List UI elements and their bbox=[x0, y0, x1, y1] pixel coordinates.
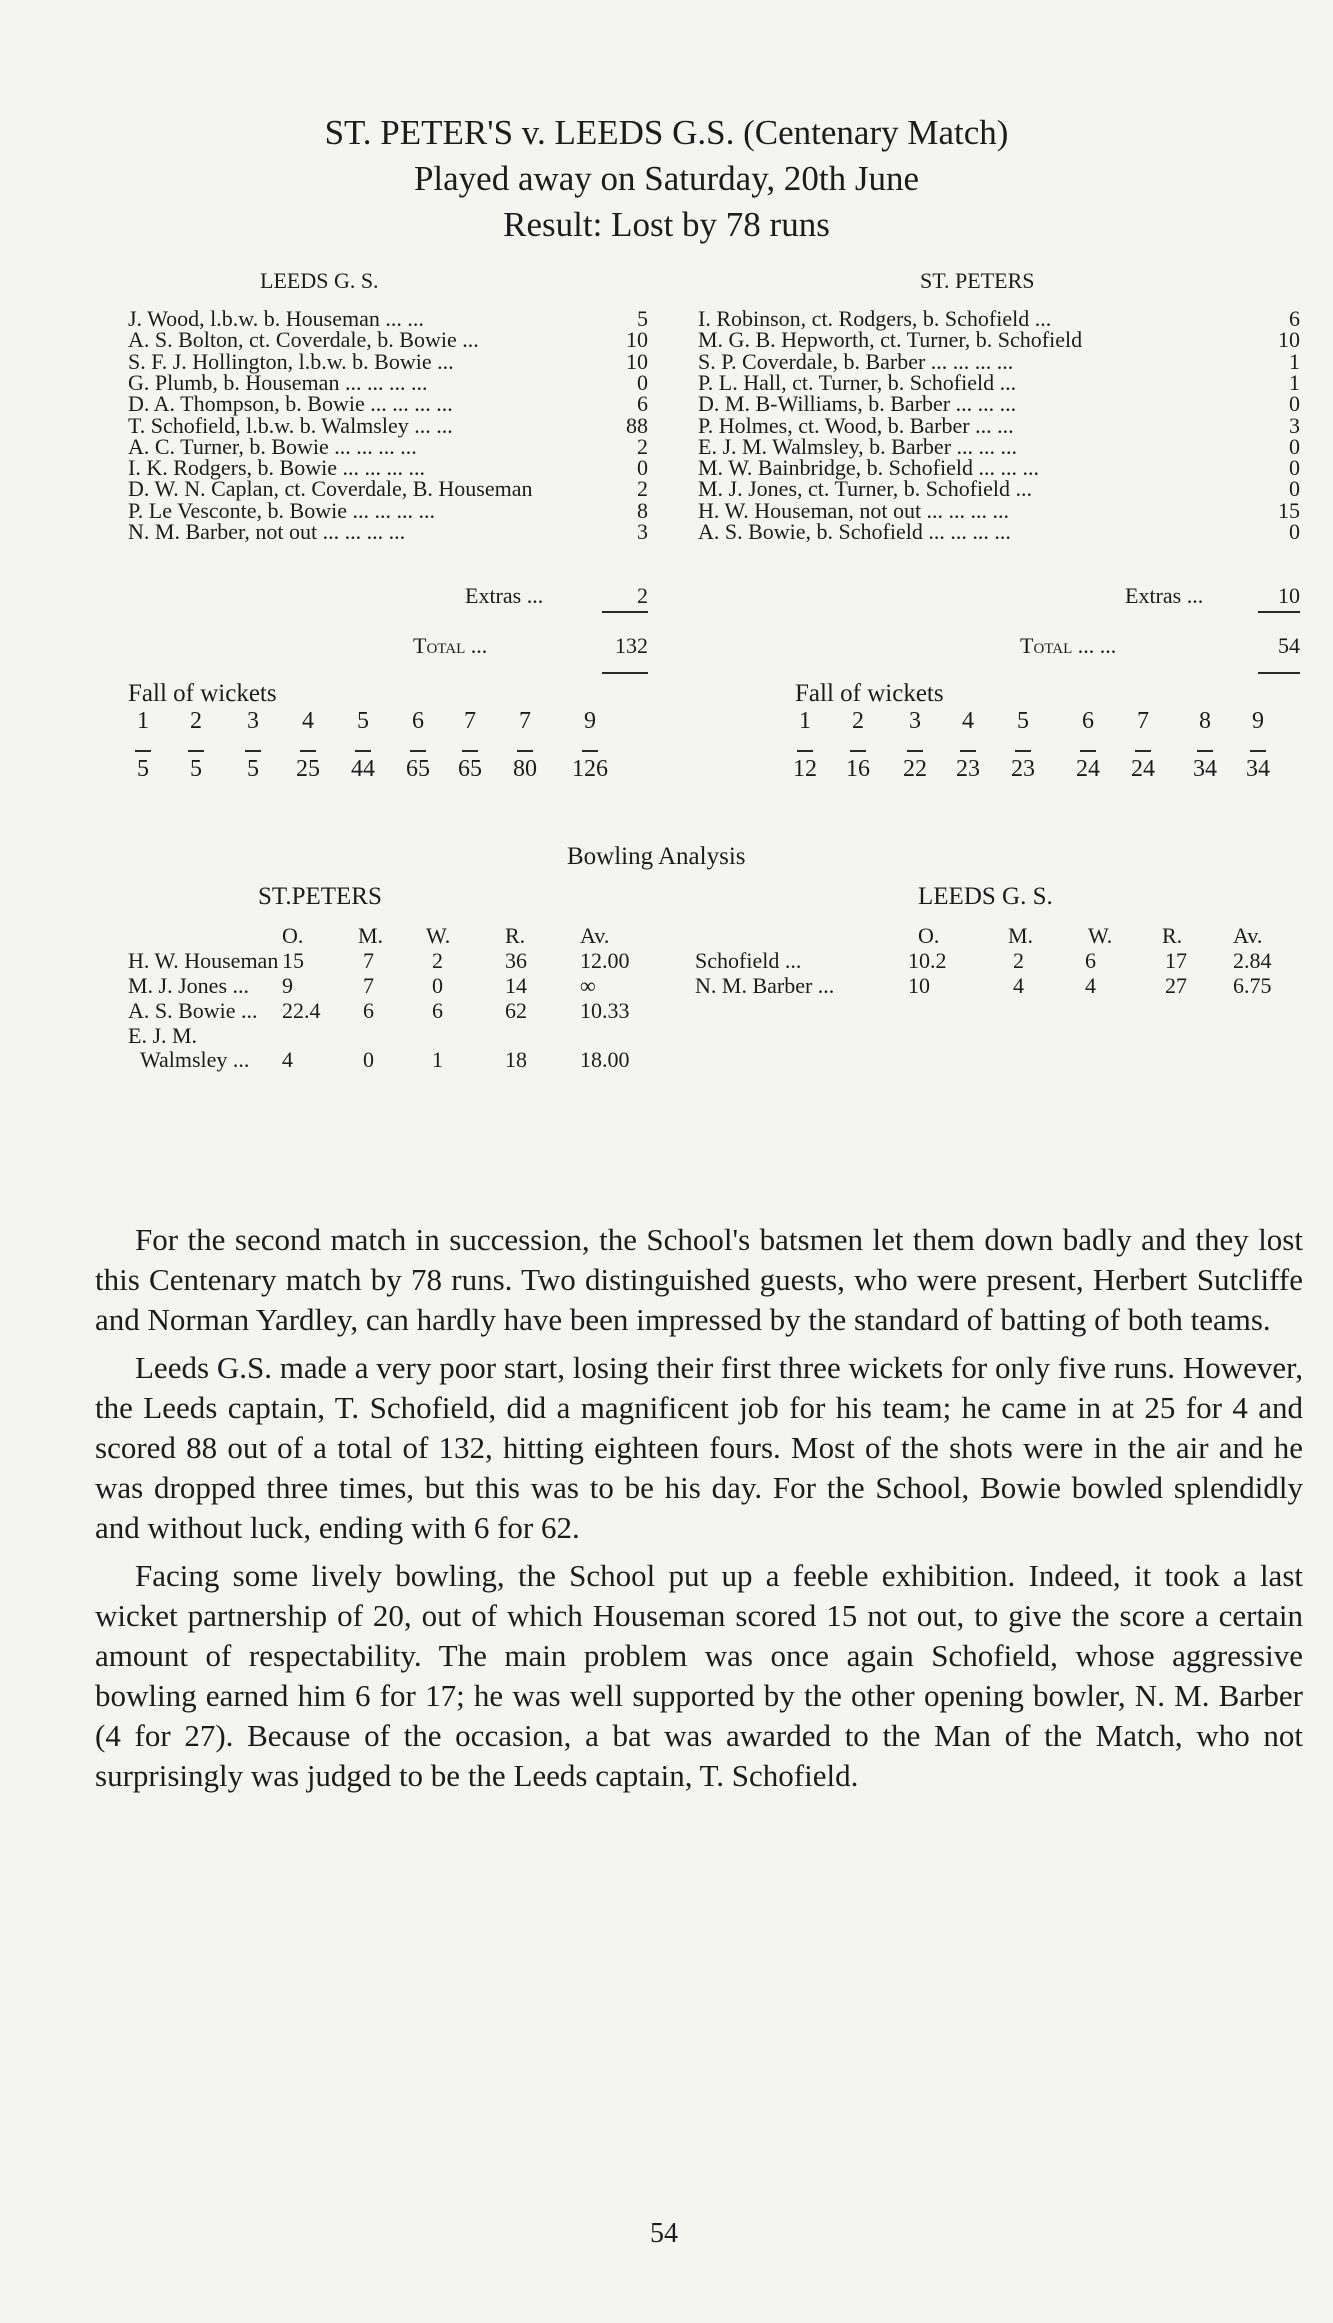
batsman-name: M. J. Jones, ct. Turner, b. Schofield ... bbox=[698, 476, 1033, 502]
batsman-runs: 10 bbox=[626, 348, 648, 374]
batsman-runs: 3 bbox=[637, 519, 648, 544]
fow-wicket-number: 7 bbox=[464, 708, 476, 734]
fow-score: 80 bbox=[513, 756, 537, 782]
fow-dash bbox=[410, 750, 426, 752]
batsman-name: E. J. M. Walmsley, b. Barber ... ... ... bbox=[698, 433, 1018, 459]
fow-dash bbox=[355, 750, 371, 752]
fow-dash bbox=[582, 750, 598, 752]
fow-wicket-number: 3 bbox=[247, 708, 259, 734]
fow-dash bbox=[462, 750, 478, 752]
fow-wicket-number: 1 bbox=[137, 708, 149, 734]
batsman-row bbox=[698, 455, 1300, 481]
bowling-figure: 0 bbox=[363, 1047, 374, 1072]
batsman-row bbox=[128, 391, 648, 417]
bowling-figure: 18 bbox=[505, 1047, 527, 1072]
fow-score: 65 bbox=[406, 756, 430, 782]
bowling-figure: 2 bbox=[1013, 948, 1024, 973]
fow-score: 24 bbox=[1131, 756, 1155, 782]
fow-wicket-number: 2 bbox=[852, 708, 864, 734]
bowler-name: E. J. M. bbox=[128, 1023, 198, 1048]
stpeters-bowling-heading: ST.PETERS bbox=[258, 883, 382, 910]
batsman-runs: 6 bbox=[637, 391, 648, 417]
batsman-name: D. M. B-Williams, b. Barber ... ... ... bbox=[698, 391, 1017, 417]
fow-dash bbox=[300, 750, 316, 752]
batsman-name: S. P. Coverdale, b. Barber ... ... ... ... bbox=[698, 348, 1014, 374]
bowling-figure: 2.84 bbox=[1233, 948, 1272, 973]
batsman-runs: 2 bbox=[637, 433, 648, 459]
fow-score: 34 bbox=[1193, 756, 1217, 782]
batsman-name: H. W. Houseman, not out ... ... ... ... bbox=[698, 497, 1010, 523]
stpeters-extras-value: 10 bbox=[1278, 583, 1300, 608]
fow-wicket-number: 1 bbox=[799, 708, 811, 734]
batsman-row bbox=[128, 412, 648, 438]
batsman-runs: 1 bbox=[1289, 369, 1300, 395]
batsman-runs: 2 bbox=[637, 476, 648, 502]
batsman-row bbox=[128, 327, 648, 353]
bowling-figure: 15 bbox=[282, 948, 304, 973]
bowling-figure: 17 bbox=[1165, 948, 1187, 973]
leeds-bowling-heading: LEEDS G. S. bbox=[918, 883, 1053, 910]
batsman-row bbox=[128, 308, 648, 329]
stpeters-fow-label: Fall of wickets bbox=[795, 680, 944, 707]
stpeters-extras-label: Extras ... bbox=[1125, 583, 1204, 608]
fow-wicket-number: 7 bbox=[519, 708, 531, 734]
fow-dash bbox=[907, 750, 923, 752]
bowling-column-header: R. bbox=[505, 923, 526, 948]
bowling-column-header: O. bbox=[918, 923, 940, 948]
bowling-figure: 4 bbox=[282, 1047, 293, 1072]
fow-wicket-number: 5 bbox=[1017, 708, 1029, 734]
batsman-row bbox=[698, 433, 1300, 459]
fow-score: 24 bbox=[1076, 756, 1100, 782]
bowling-figure: 22.4 bbox=[282, 998, 321, 1023]
batsman-name: G. Plumb, b. Houseman ... ... ... ... bbox=[128, 369, 428, 395]
bowling-figure: 6 bbox=[1085, 948, 1096, 973]
bowling-figure: 1 bbox=[432, 1047, 443, 1072]
fow-score: 16 bbox=[846, 756, 870, 782]
report-paragraph: Facing some lively bowling, the School put up a feeble exhibition. Indeed, it took a last wicket partnership of 20, out of which Houseman scored 15 not out, to give the score a certain amount of respectability. The main problem was once again Schofield, whose aggressive bowling earned him 6 for 17; he was well supported by the other opening bowler, N. M. Barber (4 for 27). Because of the occasion, a bat was awarded to the Man of the Match, who not surprisingly was judged to be the Leeds captain, T. Schofield. bbox=[95, 1558, 1303, 1793]
batsman-name: I. K. Rodgers, b. Bowie ... ... ... ... bbox=[128, 455, 425, 481]
batsman-name: M. W. Bainbridge, b. Schofield ... ... ... bbox=[698, 455, 1039, 481]
fow-wicket-number: 7 bbox=[1137, 708, 1149, 734]
batsman-row bbox=[698, 308, 1300, 329]
batsman-runs: 6 bbox=[1289, 306, 1300, 331]
batsman-row bbox=[698, 348, 1300, 374]
fow-score: 65 bbox=[458, 756, 482, 782]
fow-dash bbox=[245, 750, 261, 752]
stpeters-batting-heading: ST. PETERS bbox=[920, 268, 1035, 293]
fow-score: 126 bbox=[572, 756, 608, 782]
bowling-figure: 10 bbox=[908, 973, 930, 998]
leeds-extras-value: 2 bbox=[637, 583, 648, 608]
fow-wicket-number: 2 bbox=[190, 708, 202, 734]
batsman-runs: 8 bbox=[637, 497, 648, 523]
batsman-runs: 0 bbox=[1289, 455, 1300, 481]
fow-dash bbox=[1080, 750, 1096, 752]
batsman-name: S. F. J. Hollington, l.b.w. b. Bowie ... bbox=[128, 348, 454, 374]
leeds-fow-label: Fall of wickets bbox=[128, 680, 277, 707]
fow-dash bbox=[850, 750, 866, 752]
fow-score: 34 bbox=[1246, 756, 1270, 782]
bowling-column-header: O. bbox=[282, 923, 304, 948]
bowling-column-header: R. bbox=[1162, 923, 1183, 948]
fow-dash bbox=[1250, 750, 1266, 752]
batsman-runs: 0 bbox=[1289, 433, 1300, 459]
fow-score: 25 bbox=[296, 756, 320, 782]
bowling-figure: 4 bbox=[1013, 973, 1024, 998]
batsman-name: P. Le Vesconte, b. Bowie ... ... ... ... bbox=[128, 497, 435, 523]
bowling-figure: 7 bbox=[363, 948, 374, 973]
batsman-row bbox=[128, 348, 648, 374]
batsman-runs: 5 bbox=[637, 306, 648, 331]
batsman-name: A. S. Bowie, b. Schofield ... ... ... ... bbox=[698, 519, 1011, 544]
fow-score: 5 bbox=[190, 756, 202, 782]
batsman-row bbox=[698, 521, 1300, 542]
bowling-column-header: W. bbox=[426, 923, 451, 948]
bowler-name: M. J. Jones ... bbox=[128, 973, 250, 998]
bowling-column-header: M. bbox=[358, 923, 384, 948]
stpeters-total-label: Total ... ... bbox=[1020, 633, 1117, 658]
fow-dash bbox=[188, 750, 204, 752]
fow-wicket-number: 8 bbox=[1199, 708, 1211, 734]
fow-dash bbox=[960, 750, 976, 752]
batsman-name: D. A. Thompson, b. Bowie ... ... ... ... bbox=[128, 391, 453, 417]
bowler-name: N. M. Barber ... bbox=[695, 973, 835, 998]
bowling-figure: 9 bbox=[282, 973, 293, 998]
batsman-runs: 0 bbox=[637, 369, 648, 395]
leeds-total-value: 132 bbox=[615, 633, 648, 658]
report-paragraph: For the second match in succession, the School's batsmen let them down badly and they lost this Centenary match by 78 runs. Two distinguished guests, who were present, Herbert Sutcliffe and Norman Yardley, can hardly have been impressed by the standard of batting of both teams. bbox=[95, 1222, 1303, 1337]
leeds-batting-heading: LEEDS G. S. bbox=[260, 268, 379, 293]
batsman-runs: 88 bbox=[626, 412, 648, 438]
leeds-extras-label: Extras ... bbox=[465, 583, 544, 608]
batsman-runs: 0 bbox=[1289, 391, 1300, 417]
batsman-runs: 10 bbox=[626, 327, 648, 353]
batsman-name: N. M. Barber, not out ... ... ... ... bbox=[128, 519, 406, 544]
batsman-runs: 0 bbox=[1289, 519, 1300, 544]
bowling-figure: 27 bbox=[1165, 973, 1187, 998]
bowling-column-header: Av. bbox=[580, 923, 610, 948]
bowling-figure: 10.33 bbox=[580, 998, 630, 1023]
batsman-name: J. Wood, l.b.w. b. Houseman ... ... bbox=[128, 306, 424, 331]
fow-wicket-number: 4 bbox=[302, 708, 314, 734]
bowling-figure: 14 bbox=[505, 973, 527, 998]
fow-dash bbox=[797, 750, 813, 752]
bowling-figure: 4 bbox=[1085, 973, 1096, 998]
match-report bbox=[95, 1220, 1303, 1796]
bowling-column-header: M. bbox=[1008, 923, 1034, 948]
batsman-row bbox=[128, 497, 648, 523]
batsman-row bbox=[128, 521, 648, 542]
fow-dash bbox=[1197, 750, 1213, 752]
fow-wicket-number: 6 bbox=[1082, 708, 1094, 734]
match-venue: Played away on Saturday, 20th June bbox=[413, 159, 920, 198]
fow-wicket-number: 9 bbox=[1252, 708, 1264, 734]
leeds-total-rule bbox=[602, 611, 648, 613]
fow-wicket-number: 6 bbox=[412, 708, 424, 734]
batsman-row bbox=[698, 391, 1300, 417]
bowler-name: Walmsley ... bbox=[140, 1047, 250, 1072]
bowling-figure: 2 bbox=[432, 948, 443, 973]
batsman-row bbox=[698, 476, 1300, 502]
bowling-column-header: Av. bbox=[1233, 923, 1263, 948]
page-title: ST. PETER'S v. LEEDS G.S. (Centenary Match) bbox=[324, 113, 1009, 152]
fow-wicket-number: 3 bbox=[909, 708, 921, 734]
bowling-figure: ∞ bbox=[580, 973, 596, 998]
bowling-figure: 7 bbox=[363, 973, 374, 998]
batsman-name: A. S. Bolton, ct. Coverdale, b. Bowie ... bbox=[128, 327, 479, 353]
batsman-row bbox=[698, 412, 1300, 438]
stpeters-total-rule bbox=[1258, 611, 1300, 613]
bowling-figure: 6 bbox=[432, 998, 443, 1023]
bowling-heading: Bowling Analysis bbox=[567, 843, 746, 870]
report-paragraph: Leeds G.S. made a very poor start, losing their first three wickets for only five runs. However, the Leeds captain, T. Schofield, did a magnificent job for his team; he came in at 25 for 4 and scored 88 out of a total of 132, hitting eighteen fours. Most of the shots were in the air and he was dropped three times, but this was to be his day. For the School, Bowie bowled splendidly and without luck, ending with 6 for 62. bbox=[95, 1350, 1303, 1545]
batsman-row bbox=[128, 369, 648, 395]
fow-score: 23 bbox=[956, 756, 980, 782]
bowler-name: Schofield ... bbox=[695, 948, 802, 973]
bowling-figure: 36 bbox=[505, 948, 527, 973]
batsman-runs: 0 bbox=[637, 455, 648, 481]
batsman-name: I. Robinson, ct. Rodgers, b. Schofield ... bbox=[698, 306, 1052, 331]
stpeters-total-underline bbox=[1258, 672, 1300, 674]
bowling-figure: 6.75 bbox=[1233, 973, 1272, 998]
batsman-runs: 0 bbox=[1289, 476, 1300, 502]
batsman-name: A. C. Turner, b. Bowie ... ... ... ... bbox=[128, 433, 417, 459]
page-number: 54 bbox=[650, 2218, 678, 2249]
bowling-figure: 0 bbox=[432, 973, 443, 998]
batsman-runs: 10 bbox=[1278, 327, 1300, 353]
leeds-total-label: Total ... bbox=[413, 633, 488, 658]
bowling-figure: 10.2 bbox=[908, 948, 947, 973]
batsman-row bbox=[698, 327, 1300, 353]
batsman-row bbox=[128, 455, 648, 481]
fow-score: 5 bbox=[247, 756, 259, 782]
fow-dash bbox=[135, 750, 151, 752]
batsman-row bbox=[128, 433, 648, 459]
stpeters-total-value: 54 bbox=[1278, 633, 1300, 658]
batsman-row bbox=[128, 476, 648, 502]
bowler-name: A. S. Bowie ... bbox=[128, 998, 258, 1023]
fow-score: 5 bbox=[137, 756, 149, 782]
match-result: Result: Lost by 78 runs bbox=[503, 205, 830, 244]
batsman-name: P. Holmes, ct. Wood, b. Barber ... ... bbox=[698, 412, 1014, 438]
fow-score: 12 bbox=[793, 756, 817, 782]
fow-score: 22 bbox=[903, 756, 927, 782]
fow-dash bbox=[1015, 750, 1031, 752]
batsman-runs: 3 bbox=[1289, 412, 1300, 438]
fow-score: 44 bbox=[351, 756, 375, 782]
fow-dash bbox=[1135, 750, 1151, 752]
batsman-name: D. W. N. Caplan, ct. Coverdale, B. Houseman bbox=[128, 476, 533, 502]
bowling-figure: 62 bbox=[505, 998, 527, 1023]
bowling-figure: 6 bbox=[363, 998, 374, 1023]
bowler-name: H. W. Houseman bbox=[128, 948, 279, 973]
batsman-name: P. L. Hall, ct. Turner, b. Schofield ... bbox=[698, 369, 1017, 395]
bowling-figure: 12.00 bbox=[580, 948, 630, 973]
fow-dash bbox=[517, 750, 533, 752]
bowling-column-header: W. bbox=[1088, 923, 1113, 948]
fow-wicket-number: 4 bbox=[962, 708, 974, 734]
batsman-runs: 15 bbox=[1278, 497, 1300, 523]
batsman-row bbox=[698, 369, 1300, 395]
fow-score: 23 bbox=[1011, 756, 1035, 782]
fow-wicket-number: 9 bbox=[584, 708, 596, 734]
leeds-total-underline bbox=[602, 672, 648, 674]
bowling-figure: 18.00 bbox=[580, 1047, 630, 1072]
fow-wicket-number: 5 bbox=[357, 708, 369, 734]
batsman-runs: 1 bbox=[1289, 348, 1300, 374]
batsman-row bbox=[698, 497, 1300, 523]
batsman-name: M. G. B. Hepworth, ct. Turner, b. Schofield bbox=[698, 327, 1083, 353]
batsman-name: T. Schofield, l.b.w. b. Walmsley ... ... bbox=[128, 412, 453, 438]
